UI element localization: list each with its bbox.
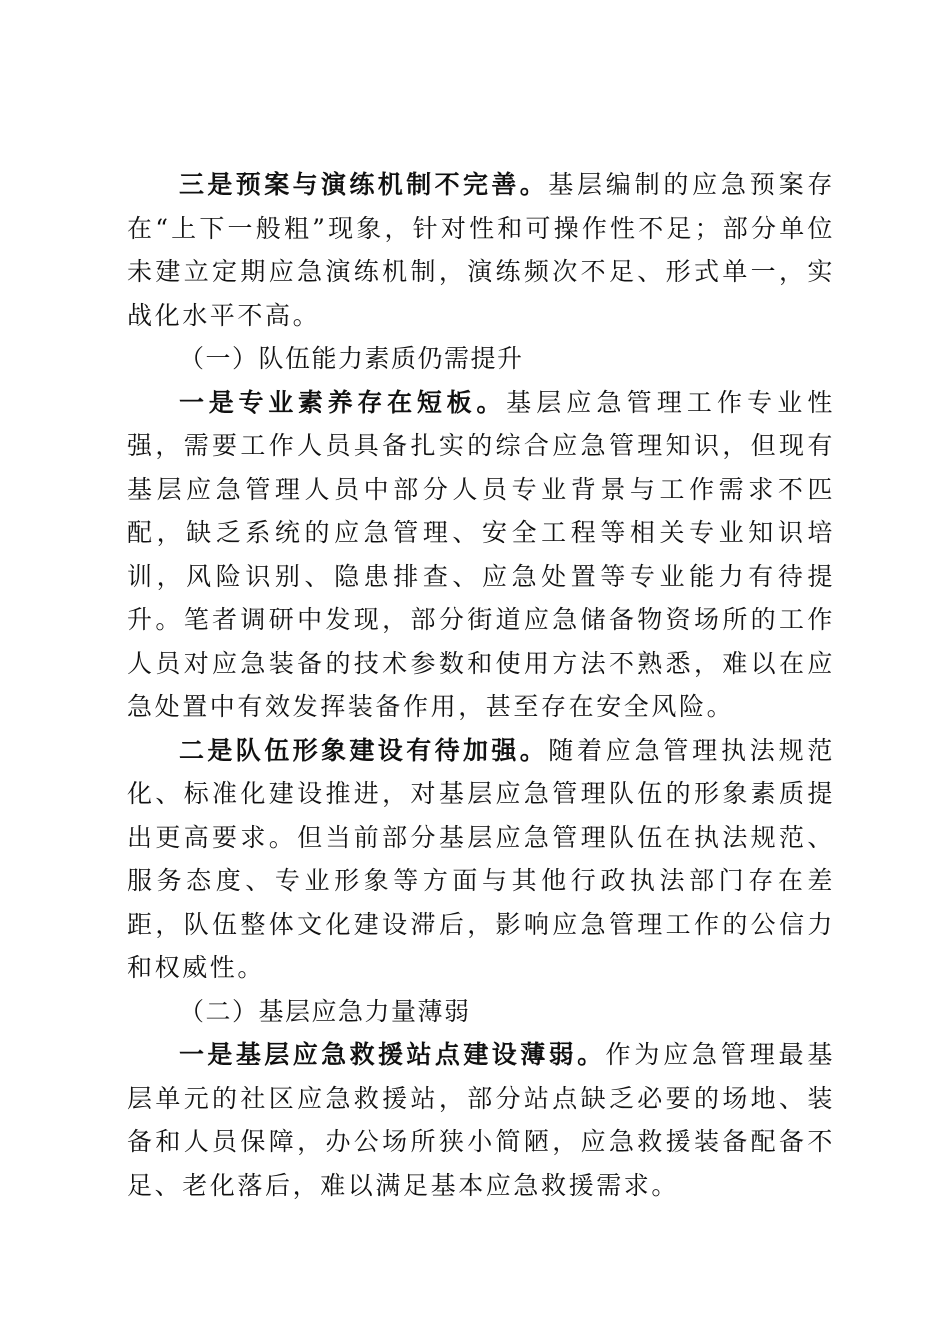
paragraph-rescue-stations: [127, 1033, 835, 1207]
paragraph-lead: 三是预案与演练机制不完善。: [179, 170, 549, 199]
paragraph-text: 基层编制的应急预案存在“上下一般粗”现象，针对性和可操作性不足；部分单位未建立定期应急演练机制，演练频次不足、形式单一，实战化水平不高。: [127, 170, 835, 330]
paragraph-text: 随着应急管理执法规范化、标准化建设推进，对基层应急管理队伍的形象素质提出更高要求。但当前部分基层应急管理队伍在执法规范、服务态度、专业形象等方面与其他行政执法部门存在差距，队伍整体文化建设滞后，影响应急管理工作的公信力和权威性。: [127, 735, 835, 982]
paragraph-team-image: [127, 729, 835, 990]
paragraph-plan-drill: [127, 163, 835, 337]
section-heading-team-capability: （一）队伍能力素质仍需提升: [179, 344, 524, 373]
paragraph-lead: 二是队伍形象建设有待加强。: [179, 735, 549, 765]
paragraph-lead: 一是基层应急救援站点建设薄弱。: [179, 1040, 606, 1069]
paragraph-lead: 一是专业素养存在短板。: [179, 387, 507, 417]
paragraph-text: 基层应急管理工作专业性强，需要工作人员具备扎实的综合应急管理知识，但现有基层应急管理人员中部分人员专业背景与工作需求不匹配，缺乏系统的应急管理、安全工程等相关专业知识培训，风险识别、隐患排查、应急处置等专业能力有待提升。笔者调研中发现，部分街道应急储备物资场所的工作人员对应急装备的技术参数和使用方法不熟悉，难以在应急处置中有效发挥装备作用，甚至存在安全风险。: [127, 387, 835, 721]
document-page: [127, 163, 835, 1207]
section-heading-grassroots-force: （二）基层应急力量薄弱: [179, 996, 471, 1026]
paragraph-professional-literacy: [127, 381, 835, 729]
paragraph-text: 作为应急管理最基层单元的社区应急救援站，部分站点缺乏必要的场地、装备和人员保障，办公场所狭小简陋，应急救援装备配备不足、老化落后，难以满足基本应急救援需求。: [127, 1040, 835, 1200]
